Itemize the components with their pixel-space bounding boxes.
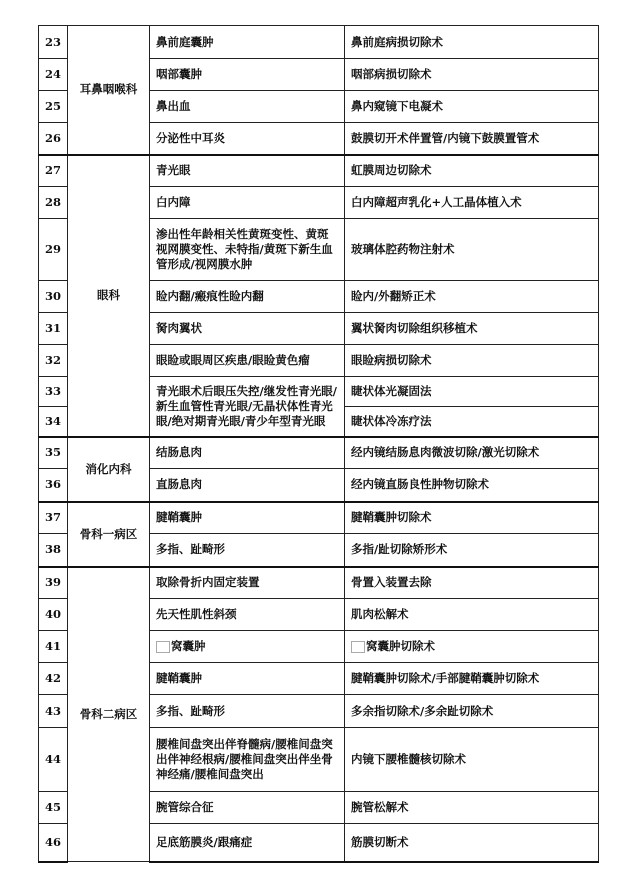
procedure-cell: 腕管松解术 (345, 792, 599, 824)
procedure-cell: 经内镜直肠良性肿物切除术 (345, 469, 599, 502)
disease-cell: 鼻前庭囊肿 (150, 26, 345, 59)
row-number: 46 (39, 824, 68, 862)
row-number: 43 (39, 695, 68, 728)
disease-cell: 多指、趾畸形 (150, 695, 345, 728)
disease-cell: 结肠息肉 (150, 437, 345, 469)
row-number: 24 (39, 59, 68, 91)
procedure-cell: 睫状体光凝固法 (345, 377, 599, 407)
procedure-cell: 鼻内窥镜下电凝术 (345, 91, 599, 123)
row-number: 28 (39, 187, 68, 219)
row-number: 30 (39, 281, 68, 313)
procedure-cell: 睫状体冷冻疗法 (345, 407, 599, 437)
row-number: 23 (39, 26, 68, 59)
row-number: 37 (39, 502, 68, 534)
row-number: 27 (39, 155, 68, 187)
table-row (39, 502, 599, 534)
row-number: 45 (39, 792, 68, 824)
row-number: 36 (39, 469, 68, 502)
department-cell: 骨科二病区 (68, 567, 150, 862)
disease-cell: 先天性肌性斜颈 (150, 599, 345, 631)
missing-glyph-icon (156, 641, 170, 653)
row-number: 38 (39, 534, 68, 567)
disease-cell: 直肠息肉 (150, 469, 345, 502)
disease-cell: 渗出性年龄相关性黄斑变性、黄斑视网膜变性、未特指/黄斑下新生血管形成/视网膜水肿 (150, 219, 345, 281)
table-row (39, 437, 599, 469)
row-number: 34 (39, 407, 68, 437)
procedure-cell: 白内障超声乳化+人工晶体植入术 (345, 187, 599, 219)
procedure-cell: 肌肉松解术 (345, 599, 599, 631)
department-cell: 骨科一病区 (68, 502, 150, 567)
table-row (39, 155, 599, 187)
procedure-cell: 眼睑病损切除术 (345, 345, 599, 377)
table-row (39, 26, 599, 59)
procedure-text: 窝囊肿切除术 (366, 639, 435, 653)
procedure-cell: 多指/趾切除矫形术 (345, 534, 599, 567)
procedure-cell: 鼻前庭病损切除术 (345, 26, 599, 59)
row-number: 31 (39, 313, 68, 345)
procedure-cell: 多余指切除术/多余趾切除术 (345, 695, 599, 728)
procedure-cell: 咽部病损切除术 (345, 59, 599, 91)
row-number: 29 (39, 219, 68, 281)
disease-cell: 鼻出血 (150, 91, 345, 123)
row-number: 35 (39, 437, 68, 469)
disease-cell: 睑内翻/瘢痕性睑内翻 (150, 281, 345, 313)
row-number: 42 (39, 663, 68, 695)
table-row (39, 567, 599, 599)
procedure-cell: 筋膜切断术 (345, 824, 599, 862)
procedure-cell: 睑内/外翻矫正术 (345, 281, 599, 313)
department-cell: 眼科 (68, 155, 150, 437)
disease-cell: 足底筋膜炎/跟痛症 (150, 824, 345, 862)
row-number: 44 (39, 728, 68, 792)
disease-cell: 眼睑或眼周区疾患/眼睑黄色瘤 (150, 345, 345, 377)
procedure-cell: 腱鞘囊肿切除术/手部腱鞘囊肿切除术 (345, 663, 599, 695)
procedure-cell: 内镜下腰椎髓核切除术 (345, 728, 599, 792)
procedure-cell: 骨置入装置去除 (345, 567, 599, 599)
department-cell: 耳鼻咽喉科 (68, 26, 150, 155)
disease-cell: 青光眼 (150, 155, 345, 187)
row-number: 40 (39, 599, 68, 631)
procedure-table (38, 25, 599, 863)
disease-cell: 分泌性中耳炎 (150, 123, 345, 155)
disease-cell: 多指、趾畸形 (150, 534, 345, 567)
disease-cell: 胬肉翼状 (150, 313, 345, 345)
procedure-cell: 虹膜周边切除术 (345, 155, 599, 187)
disease-cell: 腱鞘囊肿 (150, 502, 345, 534)
row-number: 39 (39, 567, 68, 599)
row-number: 25 (39, 91, 68, 123)
procedure-cell: 鼓膜切开术伴置管/内镜下鼓膜置管术 (345, 123, 599, 155)
disease-cell: 咽部囊肿 (150, 59, 345, 91)
disease-cell (150, 631, 345, 663)
row-number: 26 (39, 123, 68, 155)
procedure-cell (345, 631, 599, 663)
procedure-cell: 玻璃体腔药物注射术 (345, 219, 599, 281)
disease-cell: 腰椎间盘突出伴脊髓病/腰椎间盘突出伴神经根病/腰椎间盘突出伴坐骨神经痛/腰椎间盘突出 (150, 728, 345, 792)
department-cell: 消化内科 (68, 437, 150, 502)
procedure-cell: 翼状胬肉切除组织移植术 (345, 313, 599, 345)
procedure-cell: 经内镜结肠息肉微波切除/激光切除术 (345, 437, 599, 469)
row-number: 41 (39, 631, 68, 663)
procedure-cell: 腱鞘囊肿切除术 (345, 502, 599, 534)
disease-text: 窝囊肿 (171, 639, 206, 653)
disease-cell: 青光眼术后眼压失控/继发性青光眼/新生血管性青光眼/无晶状体性青光眼/绝对期青光眼/青少年型青光眼 (150, 377, 345, 437)
row-number: 32 (39, 345, 68, 377)
disease-cell: 腕管综合征 (150, 792, 345, 824)
missing-glyph-icon (351, 641, 365, 653)
disease-cell: 取除骨折内固定装置 (150, 567, 345, 599)
row-number: 33 (39, 377, 68, 407)
disease-cell: 白内障 (150, 187, 345, 219)
disease-cell: 腱鞘囊肿 (150, 663, 345, 695)
